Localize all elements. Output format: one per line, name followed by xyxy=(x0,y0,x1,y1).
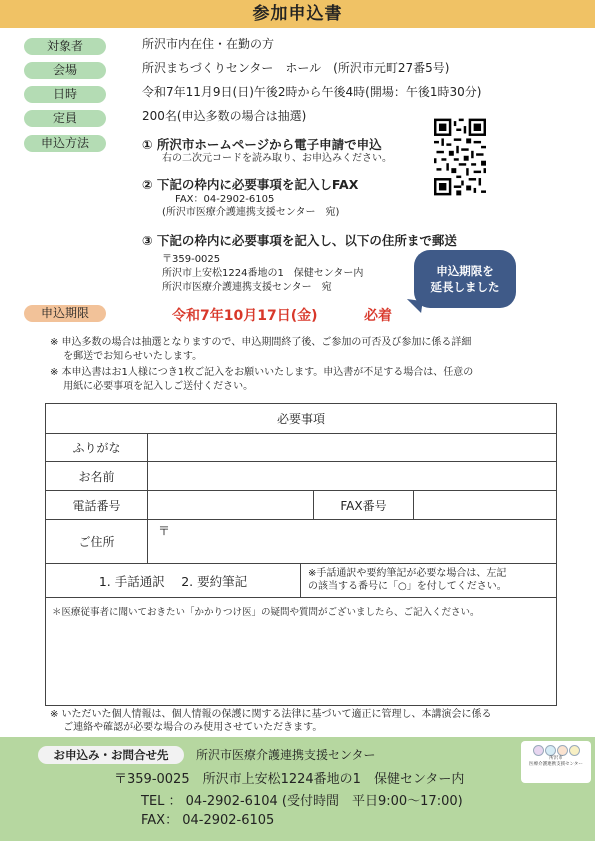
name-label: お名前 xyxy=(46,462,148,490)
phone-row xyxy=(46,491,556,520)
extension-bubble xyxy=(414,250,516,308)
support-options[interactable]: 1. 手話通訳 2. 要約筆記 xyxy=(46,564,301,597)
logo-face-3 xyxy=(557,745,568,756)
postal-mark: 〒 xyxy=(158,524,171,538)
support-row xyxy=(46,564,556,598)
method-3-to: 所沢市医療介護連携支援センター 宛 xyxy=(162,282,332,293)
method-1-text: 右の二次元コードを読み取り、お申込みください。 xyxy=(162,153,392,164)
note-2b: 用紙に必要事項を記入しご送付ください。 xyxy=(50,381,254,392)
support-note xyxy=(308,567,507,593)
method-3-address: 所沢市上安松1224番地の1 保健センター内 xyxy=(162,268,364,279)
capacity-label: 定員 xyxy=(24,110,106,127)
form-header-row xyxy=(46,404,556,434)
address-row xyxy=(46,520,556,564)
form-header: 必要事項 xyxy=(276,412,325,426)
target-value: 所沢市内在住・在勤の方 xyxy=(142,37,275,51)
datetime-value: 令和7年11月9日(日)午後2時から午後4時(開場：午後1時30分) xyxy=(142,85,482,99)
name-row xyxy=(46,462,556,491)
furigana-label: ふりがな xyxy=(46,434,148,461)
bubble-line-2: 延長しました xyxy=(430,280,500,294)
note-2a: ※ 本申込書はお1人様につき1枚ご記入をお願いいたします。申込書が不足する場合は、任意の xyxy=(50,367,474,378)
datetime-label: 日時 xyxy=(24,86,106,103)
footer-address: 〒359-0025 所沢市上安松1224番地の1 保健センター内 xyxy=(114,772,465,787)
footer-fax: FAX： 04-2902-6105 xyxy=(141,813,275,828)
address-label: ご住所 xyxy=(46,520,148,563)
deadline-suffix: 必着 xyxy=(364,308,392,324)
page-title: 参加申込書 xyxy=(252,4,343,24)
qr-code-icon[interactable] xyxy=(434,118,486,196)
note-1a: ※ 申込多数の場合は抽選となりますので、申込期間終了後、ご参加の可否及び参加に係る詳細 xyxy=(50,337,472,348)
logo-face-2 xyxy=(545,745,556,756)
method-3-title: ③ 下記の枠内に必要事項を記入し、以下の住所まで郵送 xyxy=(142,233,457,248)
questions-field[interactable] xyxy=(46,598,556,705)
logo-face-1 xyxy=(533,745,544,756)
target-label: 対象者 xyxy=(24,38,106,55)
footer-org: 所沢市医療介護連携支援センター xyxy=(196,748,376,762)
fax-label: FAX番号 xyxy=(314,491,414,519)
contact-pill: お申込み・お問合せ先 xyxy=(38,746,184,764)
phone-label: 電話番号 xyxy=(46,491,148,519)
address-field[interactable] xyxy=(148,520,556,563)
title-bar xyxy=(0,0,595,28)
logo-text-2: 医療介護連携支援センター xyxy=(529,762,583,767)
support-note-2: の該当する番号に「○」を付してください。 xyxy=(308,581,507,592)
application-form xyxy=(45,403,557,706)
logo-text-1: 所沢市 xyxy=(549,756,563,761)
footer-tel: TEL ： 04-2902-6104 (受付時間 平日9:00～17:00) xyxy=(141,794,463,809)
bubble-line-1: 申込期限を xyxy=(436,264,494,278)
method-3-zip: 〒359-0025 xyxy=(162,254,221,265)
capacity-value: 200名(申込多数の場合は抽選) xyxy=(142,109,307,123)
privacy-note-2: ご連絡や確認が必要な場合のみ使用させていただきます。 xyxy=(50,722,323,733)
method-2-title: ② 下記の枠内に必要事項を記入しFAX xyxy=(142,177,359,192)
method-2-fax: FAX：04-2902-6105 xyxy=(175,194,275,205)
method-2-to: (所沢市医療介護連携支援センター 宛) xyxy=(162,207,340,218)
logo-faces xyxy=(521,741,591,756)
deadline-label: 申込期限 xyxy=(24,305,106,322)
furigana-field[interactable] xyxy=(148,434,556,461)
venue-label: 会場 xyxy=(24,62,106,79)
name-field[interactable] xyxy=(148,462,556,490)
center-logo xyxy=(521,741,591,783)
deadline-value: 令和7年10月17日(金) xyxy=(172,308,318,324)
logo-face-4 xyxy=(569,745,580,756)
note-1b: を郵送でお知らせいたします。 xyxy=(50,351,203,362)
phone-field[interactable] xyxy=(148,491,313,519)
venue-value: 所沢まちづくりセンター ホール (所沢市元町27番5号) xyxy=(142,61,450,75)
method-label: 申込方法 xyxy=(24,135,106,152)
privacy-note-1: ※ いただいた個人情報は、個人情報の保護に関する法律に基づいて適正に管理し、本講演会に係る xyxy=(50,709,492,720)
method-1-title: ① 所沢市ホームページから電子申請で申込 xyxy=(142,137,382,152)
fax-field[interactable] xyxy=(414,491,556,519)
support-note-1: ※手話通訳や要約筆記が必要な場合は、左記 xyxy=(308,568,507,579)
furigana-row xyxy=(46,434,556,462)
questions-prompt: ＊医療従事者に聞いておきたい「かかりつけ医」の疑問や質問がございましたら、ご記入ください。 xyxy=(52,607,480,618)
